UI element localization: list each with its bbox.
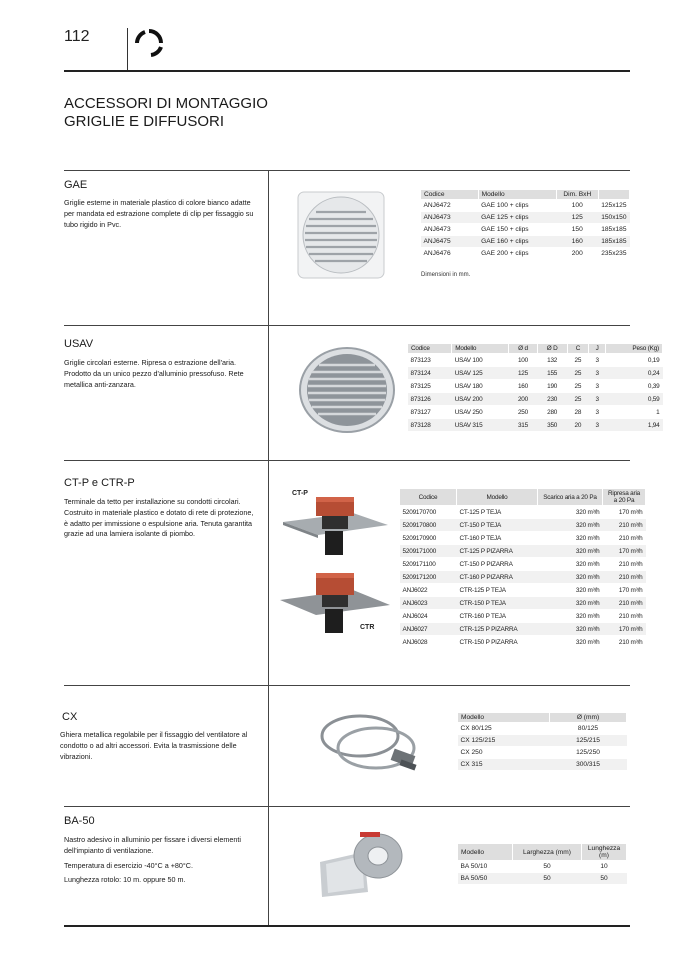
- table-row: [408, 367, 663, 380]
- cell: USAV 125: [452, 367, 509, 380]
- table-row: [458, 747, 627, 759]
- ba50-desc-3: Lunghezza rotolo: 10 m. oppure 50 m.: [64, 875, 186, 885]
- ba50-tape-image: [312, 822, 408, 902]
- cx-table: [457, 712, 627, 771]
- table-row: [408, 393, 663, 406]
- table-row: [421, 212, 630, 224]
- cell: 210 m³/h: [603, 519, 646, 532]
- cell: 160: [509, 380, 537, 393]
- col-header: Modello: [478, 190, 556, 200]
- cell: 170 m³/h: [603, 506, 646, 519]
- cell: 210 m³/h: [603, 597, 646, 610]
- cell: 873125: [408, 380, 452, 393]
- ctp-description: Terminale da tetto per installazione su condotti circolari. Costruito in materiale plastico e dotato di rete di protezione, è adatto per immissione o espulsione aria. Tenuta garantita grazie ad una lamiera isolante di piombo.: [64, 497, 254, 539]
- cell: 873123: [408, 354, 452, 367]
- col-header: C: [567, 344, 589, 354]
- col-header: Ø d: [509, 344, 537, 354]
- cell: 280: [537, 406, 567, 419]
- cell: 80/125: [550, 723, 627, 735]
- cell: 320 m³/h: [538, 636, 603, 649]
- cell: 320 m³/h: [538, 558, 603, 571]
- cell: 125/250: [550, 747, 627, 759]
- col-header: Ripresa aria a 20 Pa: [603, 489, 646, 506]
- cell: 210 m³/h: [603, 558, 646, 571]
- section-divider: [64, 685, 630, 686]
- cell: 200: [556, 248, 598, 260]
- cell: 315: [509, 419, 537, 432]
- cell: 210 m³/h: [603, 610, 646, 623]
- ctp-image-label: CT-P: [292, 490, 308, 497]
- col-header: Peso (Kg): [606, 344, 663, 354]
- col-header: Larghezza (mm): [513, 844, 582, 861]
- table-row: [400, 571, 646, 584]
- table-row: [421, 248, 630, 260]
- cell: 0,19: [606, 354, 663, 367]
- cell: ANJ6476: [421, 248, 479, 260]
- cell: CX 125/215: [458, 735, 550, 747]
- cell: 5209171200: [400, 571, 457, 584]
- cell: 50: [513, 861, 582, 873]
- col-header: Ø (mm): [550, 713, 627, 723]
- col-header: Ø D: [537, 344, 567, 354]
- cell: 200: [509, 393, 537, 406]
- cell: 873126: [408, 393, 452, 406]
- cell: 155: [537, 367, 567, 380]
- roof-terminal-image: [278, 495, 393, 645]
- cell: 125x125: [598, 200, 629, 212]
- cx-clamp-image: [318, 708, 430, 780]
- cell: 210 m³/h: [603, 636, 646, 649]
- ba50-description: [64, 835, 259, 890]
- table-row: [408, 354, 663, 367]
- cell: 320 m³/h: [538, 584, 603, 597]
- cell: 0,39: [606, 380, 663, 393]
- cx-description: Ghiera metallica regolabile per il fissaggio del ventilatore al condotto o ad altri accessori. Evita la trasmissione delle vibrazioni.: [60, 730, 248, 761]
- cell: CX 250: [458, 747, 550, 759]
- gae-description: Griglie esterne in materiale plastico di colore bianco adatte per mandata ed estrazione complete di clip per fissaggio su tubo rigido in Pvc.: [64, 198, 254, 229]
- cell: ANJ6475: [421, 236, 479, 248]
- gae-grille-image: [296, 190, 386, 280]
- cell: USAV 200: [452, 393, 509, 406]
- cell: 5209170900: [400, 532, 457, 545]
- header-divider: [127, 28, 128, 70]
- cell: 25: [567, 393, 589, 406]
- table-row: [408, 419, 663, 432]
- cell: CTR-150 P TEJA: [457, 597, 538, 610]
- cell: 50: [513, 873, 582, 885]
- cell: 100: [509, 354, 537, 367]
- cx-title: CX: [62, 711, 78, 723]
- cell: 5209171100: [400, 558, 457, 571]
- cell: 0,24: [606, 367, 663, 380]
- ctr-image-label: CTR: [360, 624, 375, 631]
- col-header: [598, 190, 629, 200]
- cell: ANJ6028: [400, 636, 457, 649]
- usav-description: Griglie circolari esterne. Ripresa o estrazione dell'aria. Prodotto da un unico pezzo d'alluminio pressofuso. Rete metallica anti-zanzara.: [64, 358, 244, 389]
- cell: ANJ6024: [400, 610, 457, 623]
- cell: 150x150: [598, 212, 629, 224]
- cell: 3: [589, 419, 606, 432]
- table-row: [458, 861, 627, 873]
- page-number: 112: [64, 28, 90, 45]
- column-divider: [268, 170, 269, 925]
- cell: 3: [589, 354, 606, 367]
- cell: 3: [589, 393, 606, 406]
- usav-grille-image: [297, 345, 397, 435]
- cell: 3: [589, 406, 606, 419]
- table-row: [400, 636, 646, 649]
- ba50-table: [457, 843, 627, 885]
- col-header: Codice: [421, 190, 479, 200]
- table-row: [458, 873, 627, 885]
- cell: 125/215: [550, 735, 627, 747]
- cell: 25: [567, 367, 589, 380]
- cell: USAV 100: [452, 354, 509, 367]
- cell: CT-150 P TEJA: [457, 519, 538, 532]
- cell: 230: [537, 393, 567, 406]
- col-header: Modello: [458, 713, 550, 723]
- table-row: [400, 506, 646, 519]
- cell: 5209170700: [400, 506, 457, 519]
- cell: 320 m³/h: [538, 532, 603, 545]
- table-row: [421, 236, 630, 248]
- ba50-desc-2: Temperatura di esercizio -40°C a +80°C.: [64, 860, 193, 870]
- col-header: Codice: [400, 489, 457, 506]
- cell: 320 m³/h: [538, 571, 603, 584]
- title-line-1: ACCESSORI DI MONTAGGIO: [64, 95, 268, 112]
- cell: 25: [567, 380, 589, 393]
- cell: 50: [582, 873, 627, 885]
- col-header: Dim. BxH: [556, 190, 598, 200]
- col-header: Modello: [457, 489, 538, 506]
- header-rule: [64, 70, 630, 72]
- cell: CTR-150 P PIZARRA: [457, 636, 538, 649]
- section-divider: [64, 806, 630, 807]
- cell: 1: [606, 406, 663, 419]
- cell: 1,94: [606, 419, 663, 432]
- ctp-title: CT-P e CTR-P: [64, 477, 135, 489]
- cell: 320 m³/h: [538, 623, 603, 636]
- cell: 170 m³/h: [603, 545, 646, 558]
- usav-title: USAV: [64, 338, 94, 350]
- cell: CTR-125 P TEJA: [457, 584, 538, 597]
- cell: 28: [567, 406, 589, 419]
- cell: 150: [556, 224, 598, 236]
- cell: GAE 160 + clips: [478, 236, 556, 248]
- cell: 185x185: [598, 236, 629, 248]
- col-header: J: [589, 344, 606, 354]
- gae-table: [420, 189, 630, 260]
- section-divider: [64, 170, 630, 171]
- title-line-2: GRIGLIE E DIFFUSORI: [64, 113, 225, 130]
- col-header: Modello: [458, 844, 513, 861]
- cell: 190: [537, 380, 567, 393]
- cell: 5209171000: [400, 545, 457, 558]
- table-row: [400, 532, 646, 545]
- table-row: [400, 558, 646, 571]
- page-title: [64, 95, 268, 131]
- gae-note: Dimensioni in mm.: [421, 272, 471, 278]
- cell: 100: [556, 200, 598, 212]
- cell: 250: [509, 406, 537, 419]
- cell: ANJ6023: [400, 597, 457, 610]
- col-header: Lunghezza (m): [582, 844, 627, 861]
- table-row: [400, 597, 646, 610]
- cell: 300/315: [550, 759, 627, 771]
- table-row: [400, 623, 646, 636]
- table-row: [408, 380, 663, 393]
- cell: USAV 250: [452, 406, 509, 419]
- cell: CT-160 P TEJA: [457, 532, 538, 545]
- cell: 20: [567, 419, 589, 432]
- cell: 210 m³/h: [603, 571, 646, 584]
- cell: 235x235: [598, 248, 629, 260]
- brand-logo-icon: [133, 27, 165, 59]
- cell: 3: [589, 367, 606, 380]
- ctp-table: [399, 488, 646, 649]
- cell: GAE 125 + clips: [478, 212, 556, 224]
- cell: 320 m³/h: [538, 519, 603, 532]
- cell: 0,59: [606, 393, 663, 406]
- cell: 170 m³/h: [603, 623, 646, 636]
- section-divider: [64, 460, 630, 461]
- cell: 125: [509, 367, 537, 380]
- cell: ANJ6473: [421, 212, 479, 224]
- cell: 873128: [408, 419, 452, 432]
- table-row: [421, 224, 630, 236]
- ba50-desc-1: Nastro adesivo in alluminio per fissare i diversi elementi dell'impianto di ventilazione.: [64, 835, 241, 855]
- cell: CT-160 P PIZARRA: [457, 571, 538, 584]
- cell: CTR-160 P TEJA: [457, 610, 538, 623]
- table-row: [400, 519, 646, 532]
- cell: 320 m³/h: [538, 610, 603, 623]
- table-row: [400, 584, 646, 597]
- cell: 5209170800: [400, 519, 457, 532]
- cell: 125: [556, 212, 598, 224]
- cell: BA 50/50: [458, 873, 513, 885]
- table-row: [458, 759, 627, 771]
- cell: GAE 200 + clips: [478, 248, 556, 260]
- cell: 170 m³/h: [603, 584, 646, 597]
- cell: ANJ6022: [400, 584, 457, 597]
- col-header: Codice: [408, 344, 452, 354]
- cell: CTR-125 P PIZARRA: [457, 623, 538, 636]
- ba50-title: BA-50: [64, 815, 95, 827]
- cell: 320 m³/h: [538, 597, 603, 610]
- table-row: [421, 200, 630, 212]
- cell: 350: [537, 419, 567, 432]
- footer-rule: [64, 925, 630, 927]
- col-header: Scarico aria a 20 Pa: [538, 489, 603, 506]
- cell: USAV 315: [452, 419, 509, 432]
- cell: ANJ6473: [421, 224, 479, 236]
- cell: 160: [556, 236, 598, 248]
- cell: CX 315: [458, 759, 550, 771]
- cell: 210 m³/h: [603, 532, 646, 545]
- cell: CT-150 P PIZARRA: [457, 558, 538, 571]
- cell: ANJ6472: [421, 200, 479, 212]
- cell: GAE 100 + clips: [478, 200, 556, 212]
- table-row: [458, 735, 627, 747]
- cell: 320 m³/h: [538, 545, 603, 558]
- section-divider: [64, 325, 630, 326]
- table-row: [400, 610, 646, 623]
- gae-title: GAE: [64, 179, 88, 191]
- cell: ANJ6027: [400, 623, 457, 636]
- cell: 132: [537, 354, 567, 367]
- cell: 10: [582, 861, 627, 873]
- cell: 185x185: [598, 224, 629, 236]
- cell: 873124: [408, 367, 452, 380]
- cell: 3: [589, 380, 606, 393]
- cell: 873127: [408, 406, 452, 419]
- table-row: [408, 406, 663, 419]
- cell: GAE 150 + clips: [478, 224, 556, 236]
- cell: 25: [567, 354, 589, 367]
- table-row: [458, 723, 627, 735]
- cell: CT-125 P PIZARRA: [457, 545, 538, 558]
- col-header: Modello: [452, 344, 509, 354]
- cell: BA 50/10: [458, 861, 513, 873]
- cell: CX 80/125: [458, 723, 550, 735]
- cell: CT-125 P TEJA: [457, 506, 538, 519]
- cell: USAV 180: [452, 380, 509, 393]
- usav-table: [407, 343, 663, 432]
- cell: 320 m³/h: [538, 506, 603, 519]
- table-row: [400, 545, 646, 558]
